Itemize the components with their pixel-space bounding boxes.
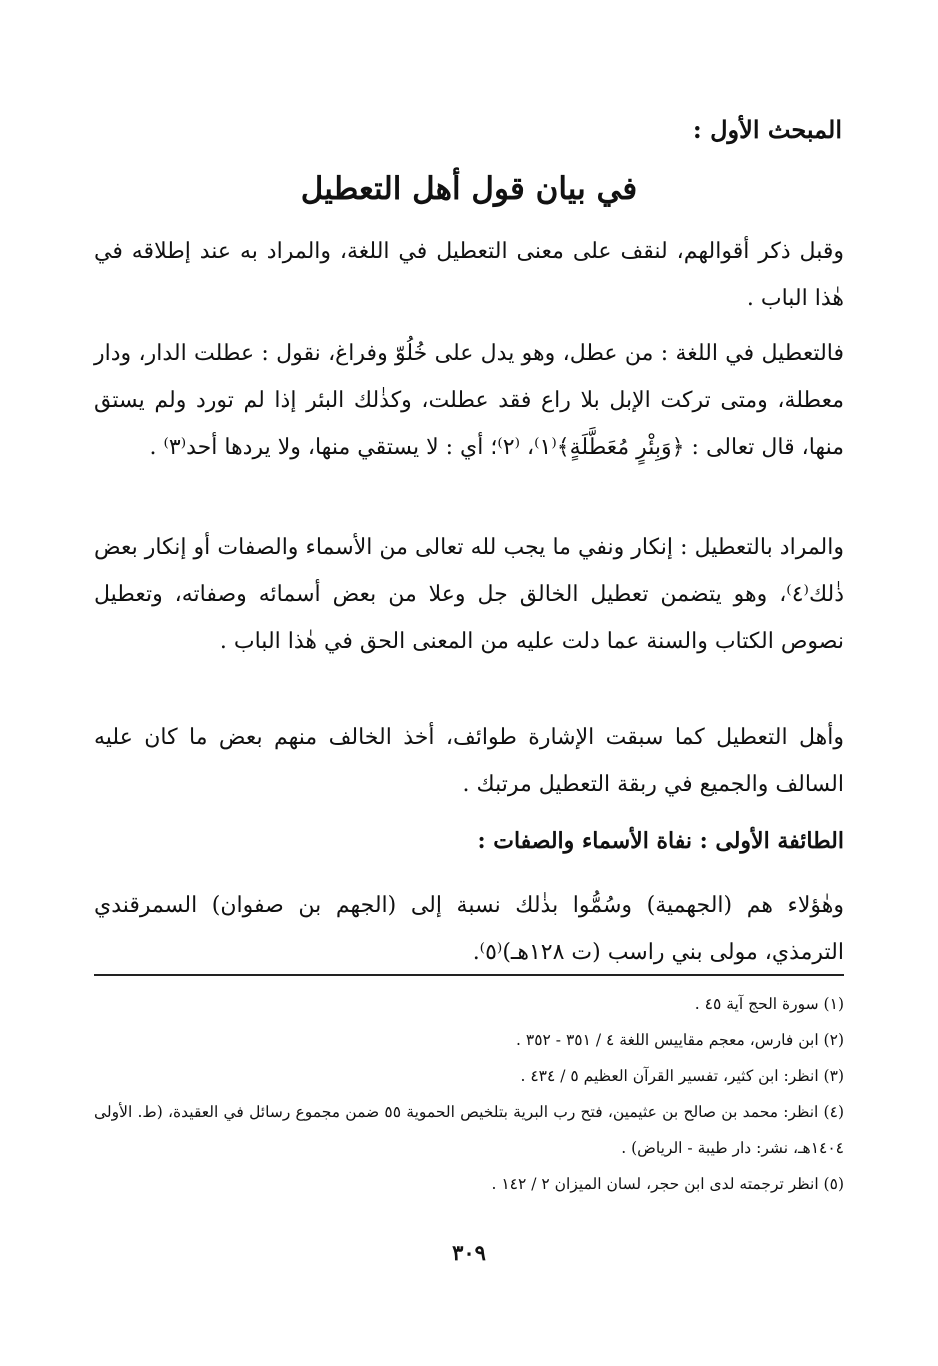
footnote-2: (٢) ابن فارس، معجم مقاييس اللغة ٤ / ٣٥١ - ٣٥٢ . <box>516 1031 844 1049</box>
footnote-1: (١) سورة الحج آية ٤٥ . <box>694 995 844 1013</box>
section-label: المبحث الأول : <box>692 115 842 144</box>
page-number: ٣٠٩ <box>452 1240 486 1265</box>
paragraph-intro: وقبل ذكر أقوالهم، لنقف على معنى التعطيل في اللغة، والمراد به عند إطلاقه في هٰذا الباب . <box>94 239 844 311</box>
page-title: في بيان قول أهل التعطيل <box>300 171 638 207</box>
footnote-divider <box>94 974 844 976</box>
footnote-3: (٣) انظر: ابن كثير، تفسير القرآن العظيم ٥ / ٤٣٤ . <box>520 1067 844 1085</box>
paragraph-jahmiyya: وهٰؤلاء هم (الجهمية) وسُمُّوا بذٰلك نسبة إلى (الجهم بن صفوان) السمرقندي الترمذي، مولى بني راسب (ت ١٢٨هـ)⁽٥⁾. <box>94 893 844 965</box>
paragraph-intended-meaning: والمراد بالتعطيل : إنكار ونفي ما يجب لله تعالى من الأسماء والصفات أو إنكار بعض ذٰلك⁽٤⁾، وهو يتضمن تعطيل الخالق جل وعلا من بعض أسمائه وصفاته، وتعطيل نصوص الكتاب والسنة عما دلت عليه من المعنى الحق في هٰذا الباب . <box>94 535 844 654</box>
subheading-first-group: الطائفة الأولى : نفاة الأسماء والصفات : <box>477 828 844 854</box>
paragraph-linguistic-meaning: فالتعطيل في اللغة : من عطل، وهو يدل على خُلُوّ وفراغ، نقول : عطلت الدار، ودار معطلة، ومتى تركت الإبل بلا راع فقد عطلت، وكذٰلك البئر إذا لم تورد ولم يستق منها، قال تعالى : ﴿وَبِئْرٍ مُعَطَّلَةٍ﴾⁽١⁾، ⁽٢⁾؛ أي : لا يستقي منها، ولا يردها أحد⁽٣⁾ . <box>94 341 844 460</box>
footnote-4: (٤) انظر: محمد بن صالح بن عثيمين، فتح رب البرية بتلخيص الحموية ٥٥ ضمن مجموع رسائل في العقيدة، (ط. الأولى ١٤٠٤هـ، نشر: دار طيبة - الرياض) . <box>94 1103 844 1157</box>
footnote-5: (٥) انظر ترجمته لدى ابن حجر، لسان الميزان ٢ / ١٤٢ . <box>491 1175 844 1193</box>
paragraph-groups: وأهل التعطيل كما سبقت الإشارة طوائف، أخذ الخالف منهم بعض ما كان عليه السالف والجميع في ربقة التعطيل مرتبك . <box>94 725 844 797</box>
footnotes <box>94 986 844 1202</box>
